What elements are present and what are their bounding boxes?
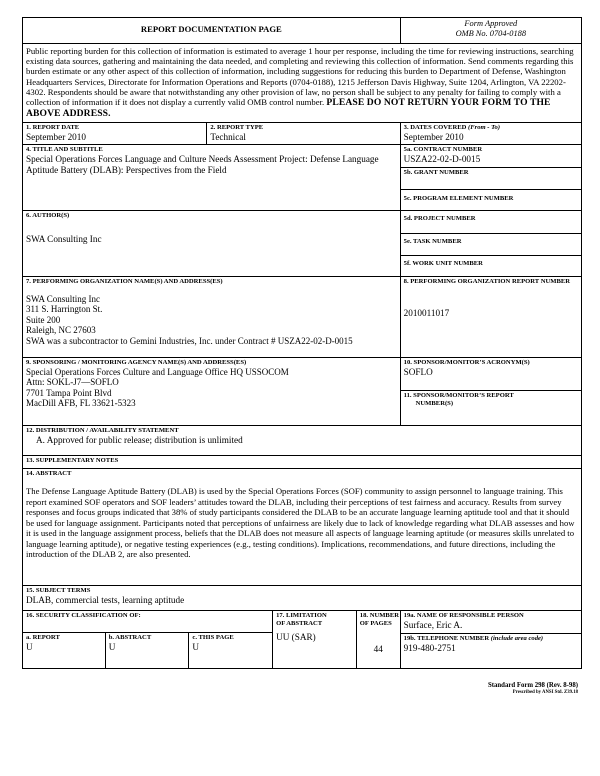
report-type-value: Technical — [210, 132, 246, 142]
burden-text: Public reporting burden for this collection of information is estimated to average 1 hour per response, including the time for reviewing instructions, searching existing data sources, gathering and maintaining the data needed, and completing and reviewing this collection of information. Send comments regarding this burden estimate or any other aspect of this collection of information, including suggestions for reducing this burden to Department of Defense, Washington Headquarters Services, Directorate for Information Operations and Reports (0704-0188), 1215 Jefferson Davis Highway, Suite 1204, Arlington, VA 22202-4302. Respondents should be aware that notwithstanding any other provision of law, no person shall be subject to any penalty for failing to comply with a collection of information if it does not display a currently valid OMB control number. — [26, 46, 574, 108]
work-unit-box — [401, 255, 581, 276]
prescribed-by: Prescribed by ANSI Std. Z39.18 — [512, 690, 578, 695]
sf298-form — [22, 17, 582, 669]
contract-label: 5a. CONTRACT NUMBER — [403, 146, 483, 153]
report-type-box — [206, 123, 399, 144]
form-approved-text: Form Approved — [464, 19, 518, 28]
sponsor-report-label: 11. SPONSOR/MONITOR’S REPORT — [403, 392, 514, 399]
performing-report-value: 2010011017 — [403, 308, 450, 318]
program-box — [401, 189, 581, 210]
burden-statement — [23, 44, 581, 122]
page-class-label: c. THIS PAGE — [192, 634, 234, 641]
sponsor-acronym-stack — [400, 358, 581, 425]
phone-label-line — [404, 635, 578, 643]
form-footer — [488, 681, 578, 696]
contract-value: USZA22-02-D-0015 — [403, 154, 481, 164]
title-value: Special Operations Forces Language and Culture Needs Assessment Project: Defense Language Aptitude Battery (DLAB): Perspectives from the Field — [26, 154, 379, 175]
responsible-label: 19a. NAME OF RESPONSIBLE PERSON — [403, 612, 524, 619]
sponsor-label: 9. SPONSORING / MONITORING AGENCY NAME(S) AND ADDRESS(ES) — [26, 359, 247, 366]
sponsor-box — [23, 358, 400, 425]
abstract-class-box — [105, 633, 189, 668]
task-box — [401, 233, 581, 255]
address-line: Raleigh, NC 27603 — [26, 325, 96, 336]
acronym-label: 10. SPONSOR/MONITOR’S ACRONYM(S) — [403, 359, 530, 366]
performing-org-address — [26, 294, 397, 346]
security-classification — [23, 611, 272, 668]
limitation-label: 17. LIMITATION — [276, 612, 327, 619]
grant-label: 5b. GRANT NUMBER — [403, 169, 469, 176]
pages-box — [356, 611, 400, 668]
form-title: REPORT DOCUMENTATION PAGE — [140, 24, 282, 34]
report-class-value: U — [26, 642, 33, 652]
abstract-box — [23, 469, 581, 585]
responsible-value: Surface, Eric A. — [403, 620, 463, 630]
dates-covered-box — [400, 123, 581, 144]
subject-terms-box — [23, 586, 581, 610]
contract-stack — [400, 145, 581, 210]
report-class-box — [23, 633, 105, 668]
abstract-class-label: b. ABSTRACT — [108, 634, 152, 641]
pages-label-2: OF PAGES — [359, 620, 392, 627]
performing-org-label: 7. PERFORMING ORGANIZATION NAME(S) AND ADDRESS(ES) — [26, 278, 223, 285]
limitation-box — [272, 611, 356, 668]
phone-label: 19b. TELEPHONE NUMBER — [403, 635, 490, 642]
supplementary-box — [23, 456, 581, 468]
report-date-label: 1. REPORT DATE — [26, 124, 80, 131]
report-date-box — [23, 123, 206, 144]
dates-covered-label-line — [404, 124, 578, 132]
limitation-value: UU (SAR) — [276, 632, 316, 642]
authors-box — [23, 211, 400, 276]
responsible-stack — [400, 611, 581, 668]
address-line: 311 S. Harrington St. — [26, 304, 103, 315]
phone-box — [401, 633, 581, 668]
supplementary-label: 13. SUPPLEMENTARY NOTES — [26, 457, 119, 464]
abstract-class-value: U — [108, 642, 116, 652]
sponsor-line: Attn: SOKL-J7—SOFLO — [26, 377, 119, 388]
address-line: SWA Consulting Inc — [26, 294, 101, 304]
report-date-value: September 2010 — [26, 132, 86, 142]
distribution-box — [23, 426, 581, 455]
page-class-box — [188, 633, 272, 668]
address-line: SWA was a subcontractor to Gemini Industries, Inc. under Contract # USZA22-02-D-0015 — [26, 335, 353, 346]
pages-value: 44 — [373, 644, 383, 654]
page-class-value: U — [192, 642, 200, 652]
report-class-label: a. REPORT — [26, 634, 60, 641]
subject-terms-label: 15. SUBJECT TERMS — [26, 587, 91, 594]
title-box — [23, 145, 400, 210]
sponsor-report-box — [401, 390, 581, 425]
phone-value: 919-480-2751 — [403, 643, 456, 653]
performing-org-box — [23, 277, 400, 357]
contract-box — [401, 145, 581, 167]
sponsor-line: Special Operations Forces Culture and Language Office HQ USSOCOM — [26, 367, 289, 377]
project-box — [401, 211, 581, 233]
security-label: 16. SECURITY CLASSIFICATION OF: — [26, 612, 141, 619]
performing-report-box — [400, 277, 581, 357]
project-label: 5d. PROJECT NUMBER — [403, 215, 476, 222]
grant-box — [401, 167, 581, 189]
responsible-box — [401, 611, 581, 633]
distribution-label: 12. DISTRIBUTION / AVAILABILITY STATEMENT — [26, 427, 179, 434]
performing-report-label: 8. PERFORMING ORGANIZATION REPORT NUMBER — [403, 278, 571, 285]
title-label: 4. TITLE AND SUBTITLE — [26, 146, 103, 153]
work-unit-label: 5f. WORK UNIT NUMBER — [403, 260, 483, 267]
distribution-value: A. Approved for public release; distribution is unlimited — [36, 435, 243, 445]
abstract-text: The Defense Language Aptitude Battery (DLAB) is used by the Special Operations Forces (SOF) community to assign personnel to language training. This report examined SOF operators and SOF leaders’ attitudes toward the DLAB, including their perceptions of test fairness and accuracy. Results from survey responses and focus groups indicated that 38% of study participants considered the DLAB to be an accurate language learning aptitude tool and that it should be used for language assignment. Participants noted that perceptions of unfairness are likely due to lack of knowledge regarding what DLAB assesses and how it is used in the language assignment process, beliefs that the DLAB does not measure all aspects of language learning aptitude (or measures skills unrelated to language learning aptitude), or negative testing experiences (e.g., testing conditions). Implications, recommendations, and future directions, including the introduction of the DLAB 2, are also presented. — [26, 486, 575, 560]
security-header — [23, 611, 272, 633]
form-name: Standard Form 298 (Rev. 8-98) — [487, 682, 578, 689]
sponsor-report-label-2: NUMBER(S) — [415, 400, 454, 407]
sponsor-line: MacDill AFB, FL 33621-5323 — [26, 398, 136, 409]
program-label: 5c. PROGRAM ELEMENT NUMBER — [403, 195, 514, 202]
limitation-label-2: OF ABSTRACT — [276, 620, 323, 627]
omb-approval — [400, 18, 581, 43]
abstract-label: 14. ABSTRACT — [26, 470, 72, 477]
report-type-label: 2. REPORT TYPE — [210, 124, 264, 131]
authors-value: SWA Consulting Inc — [26, 234, 102, 244]
subject-terms-value: DLAB, commercial tests, learning aptitude — [26, 595, 185, 605]
dates-covered-value: September 2010 — [403, 132, 464, 142]
dates-covered-label: 3. DATES COVERED — [403, 124, 467, 131]
phone-hint: (include area code) — [490, 635, 544, 642]
return-warning: PLEASE DO NOT RETURN YOUR FORM TO THE ABOVE ADDRESS. — [26, 97, 551, 120]
dates-covered-hint: (From - To) — [468, 124, 501, 131]
acronym-box — [401, 358, 581, 390]
sponsor-line: 7701 Tampa Point Blvd — [26, 387, 112, 398]
acronym-value: SOFLO — [403, 367, 433, 377]
authors-label: 6. AUTHOR(S) — [26, 212, 70, 219]
project-stack — [400, 211, 581, 276]
pages-label: 18. NUMBER — [359, 612, 399, 619]
address-line: Suite 200 — [26, 314, 61, 325]
security-subfields — [23, 633, 272, 668]
omb-number: OMB No. 0704-0188 — [455, 28, 527, 38]
task-label: 5e. TASK NUMBER — [403, 238, 462, 245]
